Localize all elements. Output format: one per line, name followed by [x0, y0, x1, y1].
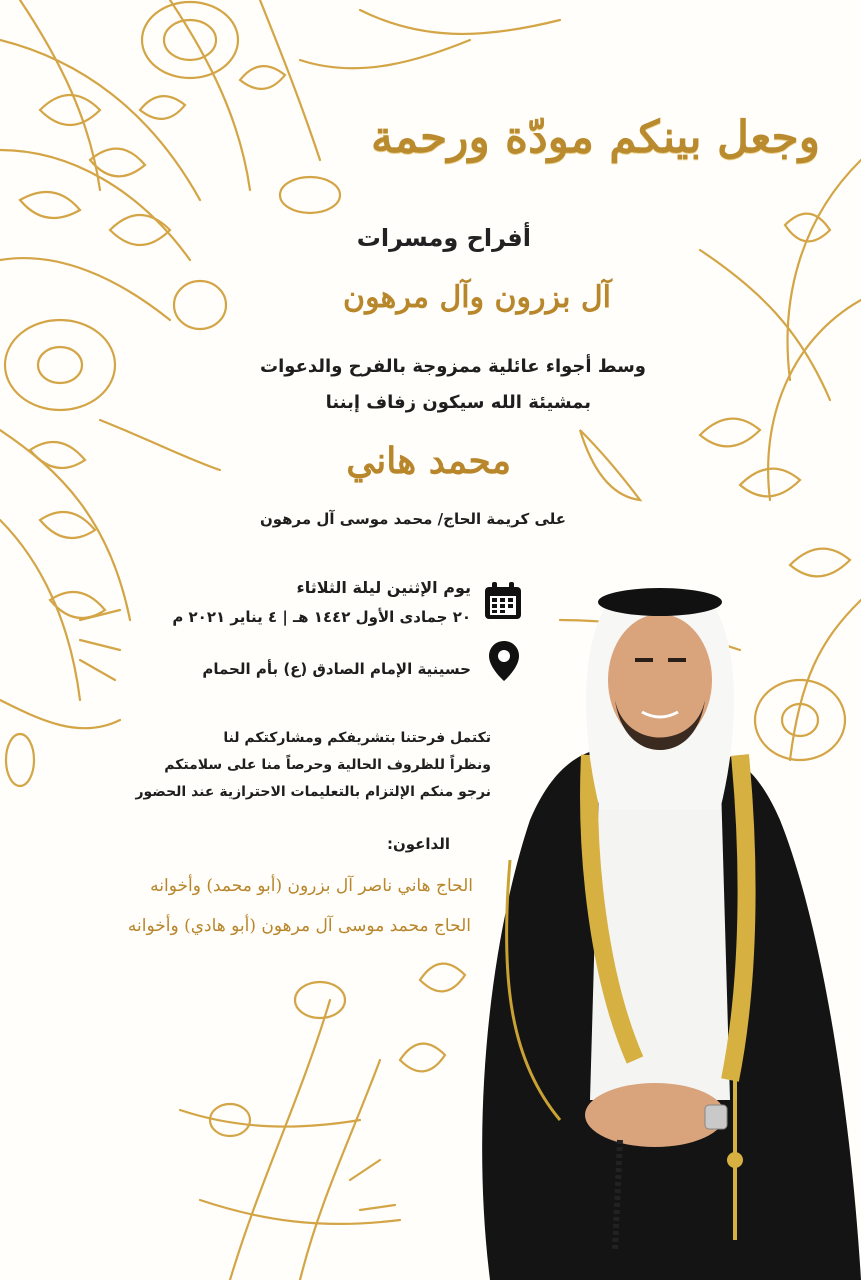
groom-name: محمد هاني — [346, 440, 511, 482]
date-line-1: يوم الإثنين ليلة الثلاثاء — [296, 578, 471, 597]
host-2: الحاج محمد موسى آل مرهون (أبو هادي) وأخوانه — [127, 916, 471, 936]
message-line-3: نرجو منكم الإلتزام بالتعليمات الاحترازية عند الحضور — [135, 784, 491, 800]
intro-line-1: وسط أجواء عائلية ممزوجة بالفرح والدعوات — [260, 356, 646, 377]
intro-line-2: بمشيئة الله سيكون زفاف إبننا — [325, 392, 591, 413]
venue: حسينية الإمام الصادق (ع) بأم الحمام — [202, 660, 471, 678]
families-title: آل بزرون وآل مرهون — [343, 280, 611, 315]
hosts-title: الداعون: — [386, 835, 450, 853]
verse-calligraphy: وجعل بينكم مودّة ورحمة — [370, 112, 820, 163]
host-1: الحاج هاني ناصر آل بزرون (أبو محمد) وأخوانه — [150, 876, 473, 896]
date-line-2: ٢٠ جمادى الأول ١٤٤٢ هـ | ٤ يناير ٢٠٢١ م — [172, 608, 471, 626]
groom-portrait — [450, 560, 861, 1280]
message-line-2: ونظراً للظروف الحالية وحرصاً منا على سلامتكم — [164, 757, 491, 773]
message-line-1: تكتمل فرحتنا بتشريفكم ومشاركتكم لنا — [223, 730, 491, 746]
bride-line: على كريمة الحاج/ محمد موسى آل مرهون — [259, 510, 566, 528]
headline: أفراح ومسرات — [356, 224, 531, 252]
